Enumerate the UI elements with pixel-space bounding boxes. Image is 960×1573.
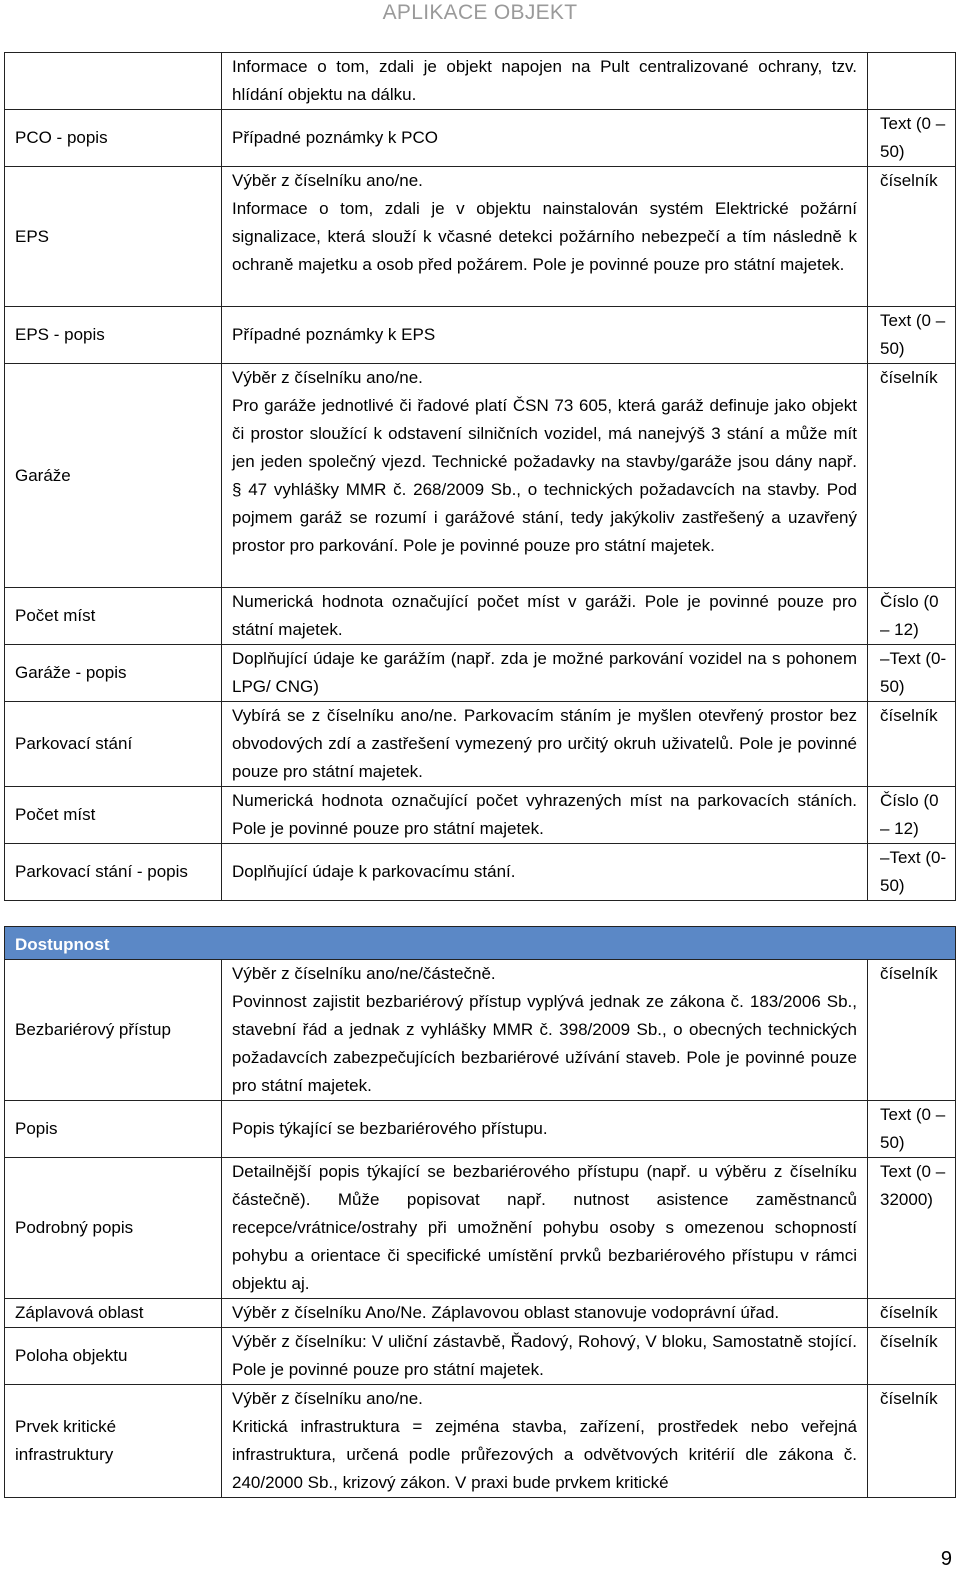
- field-name: Garáže: [5, 364, 222, 588]
- description-paragraph: Výběr z číselníku ano/ne.: [232, 368, 423, 387]
- description-paragraph: Popis týkající se bezbariérového přístupu.: [232, 1119, 548, 1138]
- description-paragraph: Doplňující údaje ke garážím (např. zda je možné parkování vozidel na s pohonem LPG/ CNG): [232, 649, 857, 696]
- field-name: [5, 53, 222, 110]
- table-row: [5, 588, 956, 645]
- field-type: Text (0 – 50): [868, 110, 956, 167]
- field-description: [222, 364, 868, 588]
- field-name: EPS - popis: [5, 307, 222, 364]
- field-name: Podrobný popis: [5, 1158, 222, 1299]
- field-type: číselník: [868, 167, 956, 307]
- field-type: Číslo (0 – 12): [868, 588, 956, 645]
- field-type: –Text (0-50): [868, 844, 956, 901]
- field-description: [222, 645, 868, 702]
- table-row: [5, 702, 956, 787]
- field-name: Garáže - popis: [5, 645, 222, 702]
- table-row: [5, 1101, 956, 1158]
- field-description: [222, 167, 868, 307]
- field-description: [222, 53, 868, 110]
- table-row: [5, 53, 956, 110]
- field-type: číselník: [868, 1328, 956, 1385]
- field-type: –Text (0-50): [868, 645, 956, 702]
- table-row: [5, 110, 956, 167]
- description-paragraph: Výběr z číselníku ano/ne.: [232, 171, 423, 190]
- field-description: [222, 844, 868, 901]
- page-header: APLIKACE OBJEKT: [382, 1, 578, 24]
- field-type: Text (0 – 32000): [868, 1158, 956, 1299]
- field-name: Poloha objektu: [5, 1328, 222, 1385]
- field-description: [222, 1158, 868, 1299]
- field-name: Bezbariérový přístup: [5, 960, 222, 1101]
- table-row: [5, 787, 956, 844]
- field-description: [222, 1385, 868, 1498]
- description-paragraph: Informace o tom, zdali je v objektu nainstalován systém Elektrické požární signalizace, která slouží k včasné detekci požárního nebezpečí a tím následně k ochraně majetku a osob před požárem. Pole je povinné pouze pro státní majetek.: [232, 199, 857, 274]
- field-name: EPS: [5, 167, 222, 307]
- section-title: Dostupnost: [5, 927, 956, 960]
- field-name: Popis: [5, 1101, 222, 1158]
- field-type: číselník: [868, 702, 956, 787]
- field-name: Záplavová oblast: [5, 1299, 222, 1328]
- field-description: [222, 588, 868, 645]
- description-paragraph: Výběr z číselníku Ano/Ne. Záplavovou oblast stanovuje vodoprávní úřad.: [232, 1303, 780, 1322]
- description-paragraph: Doplňující údaje k parkovacímu stání.: [232, 862, 516, 881]
- section-header-row: [5, 927, 956, 960]
- field-type: číselník: [868, 1385, 956, 1498]
- fields-table-1: [4, 52, 956, 901]
- field-type: číselník: [868, 960, 956, 1101]
- field-name: Prvek kritické infrastruktury: [5, 1385, 222, 1498]
- field-description: [222, 110, 868, 167]
- description-paragraph: Informace o tom, zdali je objekt napojen na Pult centralizované ochrany, tzv. hlídání objektu na dálku.: [232, 57, 857, 104]
- field-description: [222, 1101, 868, 1158]
- field-name: Parkovací stání - popis: [5, 844, 222, 901]
- table-row: [5, 364, 956, 588]
- description-paragraph: Výběr z číselníku ano/ne.: [232, 1389, 423, 1408]
- description-paragraph: Povinnost zajistit bezbariérový přístup vyplývá jednak ze zákona č. 183/2006 Sb., stavební řád a jednak z vyhlášky MMR č. 398/2009 Sb., o obecných technických požadavcích zabezpečujících bezbariérové užívání staveb. Pole je povinné pouze pro státní majetek.: [232, 992, 857, 1095]
- description-paragraph: Kritická infrastruktura = zejména stavba, zařízení, prostředek nebo veřejná infrastruktura, určená podle průřezových a odvětvových kritérií dle zákona č. 240/2000 Sb., krizový zákon. V praxi bude prvkem kritické: [232, 1417, 857, 1492]
- field-type: Číslo (0 – 12): [868, 787, 956, 844]
- description-paragraph: Výběr z číselníku ano/ne/částečně.: [232, 964, 496, 983]
- table-row: [5, 1158, 956, 1299]
- field-description: [222, 960, 868, 1101]
- field-name: Počet míst: [5, 787, 222, 844]
- field-description: [222, 1299, 868, 1328]
- field-name: Počet míst: [5, 588, 222, 645]
- field-type: [868, 53, 956, 110]
- table-row: [5, 1299, 956, 1328]
- table-row: [5, 1385, 956, 1498]
- table-row: [5, 1328, 956, 1385]
- description-paragraph: Pro garáže jednotlivé či řadové platí ČSN 73 605, která garáž definuje jako objekt či prostor sloužící k odstavení silničních vozidel, má nanejvýš 3 stání a může mít jen jeden společný vjezd. Technické požadavky na stavby/garáže jsou dány např. § 47 vyhlášky MMR č. 268/2009 Sb., o technických požadavcích na stavby. Pod pojmem garáž se rozumí i garážové stání, tedy jakýkoliv zastřešený a uzavřený prostor pro parkování. Pole je povinné pouze pro státní majetek.: [232, 396, 857, 555]
- field-description: [222, 787, 868, 844]
- description-paragraph: Případné poznámky k PCO: [232, 128, 438, 147]
- description-paragraph: Případné poznámky k EPS: [232, 325, 436, 344]
- table-row: [5, 645, 956, 702]
- description-paragraph: Vybírá se z číselníku ano/ne. Parkovacím stáním je myšlen otevřený prostor bez obvodových zdí a zastřešení vymezený pro určitý okruh uživatelů. Pole je povinné pouze pro státní majetek.: [232, 706, 857, 781]
- field-description: [222, 702, 868, 787]
- description-paragraph: Numerická hodnota označující počet vyhrazených míst na parkovacích stáních. Pole je povinné pouze pro státní majetek.: [232, 791, 857, 838]
- field-type: číselník: [868, 364, 956, 588]
- field-description: [222, 307, 868, 364]
- field-name: Parkovací stání: [5, 702, 222, 787]
- description-paragraph: Výběr z číselníku: V uliční zástavbě, Řadový, Rohový, V bloku, Samostatně stojící. Pole je povinné pouze pro státní majetek.: [232, 1332, 857, 1379]
- field-type: Text (0 – 50): [868, 1101, 956, 1158]
- field-type: Text (0 – 50): [868, 307, 956, 364]
- fields-table-2: [4, 926, 956, 1498]
- field-description: [222, 1328, 868, 1385]
- description-paragraph: Numerická hodnota označující počet míst v garáži. Pole je povinné pouze pro státní majetek.: [232, 592, 857, 639]
- table-row: [5, 960, 956, 1101]
- field-name: PCO - popis: [5, 110, 222, 167]
- table-row: [5, 167, 956, 307]
- field-type: číselník: [868, 1299, 956, 1328]
- table-row: [5, 307, 956, 364]
- table-row: [5, 844, 956, 901]
- description-paragraph: Detailnější popis týkající se bezbariérového přístupu (např. u výběru z číselníku částečně). Může popisovat např. nutnost asistence zaměstnanců recepce/vrátnice/ostrahy při umožnění pohybu osoby s omezenou schopností pohybu a orientace či specifické umístění prvků bezbariérového přístupu v rámci objektu aj.: [232, 1162, 857, 1293]
- page-number: 9: [940, 1548, 952, 1570]
